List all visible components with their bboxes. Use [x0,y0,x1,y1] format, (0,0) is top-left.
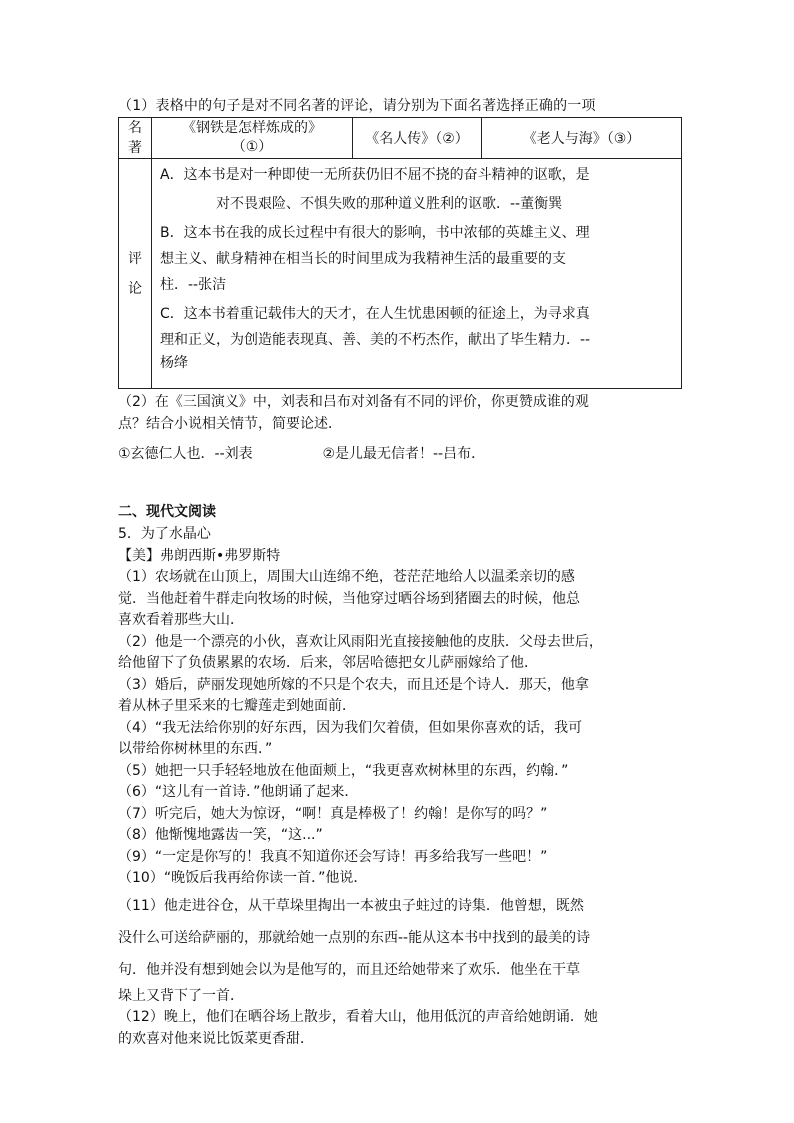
book-2-cell: 《名人传》（②） [353,118,482,159]
comment-a-line-2: 对不畏艰险、不惧失败的那种道义胜利的讴歌．--董衡巽 [216,196,563,212]
passage-line: 以带给你树林里的东西．” [118,741,273,757]
passage-line: （6）“这儿有一首诗．”他朗诵了起来． [118,784,359,800]
passage-line: （12）晚上，他们在晒谷场上散步，看着大山，他用低沉的声音给她朗诵．她 [118,1009,598,1025]
passage-line: （8）他惭愧地露齿一笑，“这...” [118,827,323,843]
book-1-blank: （①） [231,139,273,155]
comment-c-line-2: 理和正义，为创造能表现真、善、美的不朽杰作，献出了毕生精力．-- [160,332,591,348]
document-page [118,95,682,1050]
comment-b-line-2: 想主义、献身精神在相当长的时间里成为我精神生活的最重要的支 [160,251,566,267]
passage-line: （10）“晚饭后我再给你读一首．”他说． [118,870,368,886]
table-comment-label [119,159,152,389]
passage-line: 句．他并没有想到她会以为是他写的，而且还给她带来了欢乐．他坐在干草 [118,961,580,978]
passage-line: （2）他是一个漂亮的小伙，喜欢让风雨阳光直接接触他的皮肤．父母去世后， [118,633,603,650]
comment-b-line-1: B．这本书在我的成长过程中有很大的影响，书中浓郁的英雄主义、理 [160,225,590,241]
quote-liu-biao: ①玄德仁人也．--刘表 [118,446,253,462]
comment-c-line-1: C．这本书着重记载伟大的天才，在人生忧患困顿的征途上，为寻求真 [160,306,590,322]
author-line: 【美】弗朗西斯•弗罗斯特 [118,548,281,564]
q2-quotes [118,441,682,467]
quote-lu-bu: ②是儿最无信者！--吕布． [322,446,486,462]
passage-line: （4）“我无法给你别的好东西，因为我们欠着债，但如果你喜欢的话，我可 [118,719,583,736]
q1-prompt: （1）表格中的句子是对不同名著的评论，请分别为下面名著选择正确的一项 [118,98,596,114]
passage-line: 的欢喜对他来说比饭菜更香甜． [118,1030,314,1047]
comment-a-line-1: A．这本书是对一种即使一无所获仍旧不屈不挠的奋斗精神的讴歌，是 [160,167,590,183]
passage-line: 着从林子里采来的七瓣莲走到她面前． [118,698,356,714]
passage-line: 给他留下了负债累累的农场．后来，邻居哈德把女儿萨丽嫁给了他． [118,655,538,671]
book-3-cell: 《老人与海》（③） [482,118,682,159]
passage-line: （5）她把一只手轻轻地放在他面颊上，“我更喜欢树林里的东西，约翰．” [118,762,569,779]
passage-line: （3）婚后，萨丽发现她所嫁的不只是个农夫，而且还是个诗人．那天，他拿 [118,676,589,693]
q2-line-1: （2）在《三国演义》中，刘表和吕布对刘备有不同的评价，你更赞成谁的观 [118,394,589,410]
table-header-label [119,118,152,159]
header-label-text: 名著 [128,120,142,156]
section-title: 二、现代文阅读 [118,504,216,520]
q2-line-2: 点？结合小说相关情节，简要论述． [118,416,342,432]
passage-line: （11）他走进谷仓，从干草垛里掏出一本被虫子蛀过的诗集．他曾想，既然 [118,897,584,914]
comment-label-text: 评论 [128,250,142,297]
passage-line: （7）听完后，她大为惊讶，“啊！真是棒极了！约翰！是你写的吗？” [118,805,548,822]
passage-line: 觉．当他赶着牛群走向牧场的时候，当他穿过晒谷场到猪圈去的时候，他总 [118,590,580,607]
question-title: 5．为了水晶心 [118,526,211,542]
q2-block [118,391,682,435]
passage-line: 没什么可送给萨丽的，那就给她一点别的东西--能从这本书中找到的最美的诗 [118,929,591,946]
passage-line: （1）农场就在山顶上，周围大山连绵不绝，苍茫茫地给人以温柔亲切的感 [118,569,575,585]
passage-line: （9）“一定是你写的！我真不知道你还会写诗！再多给我写一些吧！” [118,848,548,865]
comments-cell [152,159,682,389]
book-1-cell [152,118,353,159]
book-1-title: 《钢铁是怎样炼成的》 [182,120,322,136]
passage [118,567,682,1050]
comment-c-line-3: 杨绛 [160,355,188,371]
passage-line: 垛上又背下了一首． [118,987,244,1004]
comment-b-line-3: 柱．--张洁 [160,277,227,293]
works-table [118,117,682,389]
passage-line: 喜欢看着那些大山． [118,612,244,628]
